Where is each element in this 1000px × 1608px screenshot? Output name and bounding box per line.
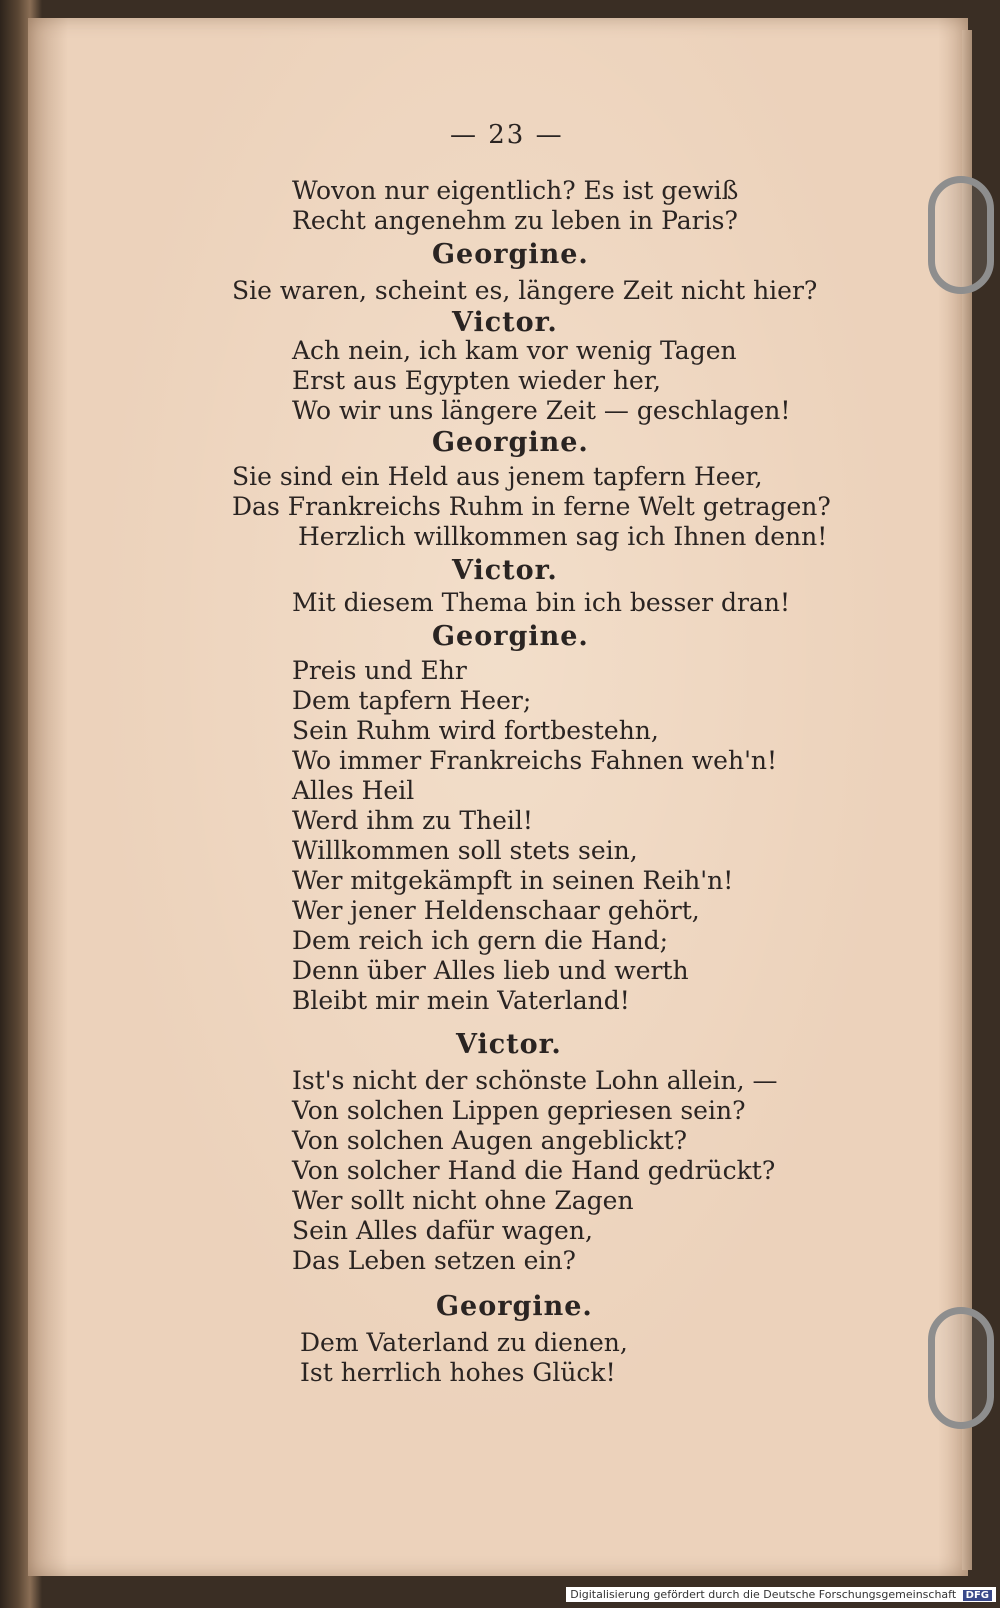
verse-line: Sie waren, scheint es, längere Zeit nicht hier?	[232, 276, 818, 305]
verse-line: Wer jener Heldenschaar gehört,	[292, 896, 700, 925]
verse-line: Von solchen Augen angeblickt?	[292, 1126, 688, 1155]
speaker-name: Georgine.	[432, 427, 589, 458]
verse-line: Von solchen Lippen gepriesen sein?	[292, 1096, 746, 1125]
verse-line: Erst aus Egypten wieder her,	[292, 366, 662, 395]
verse-line: Das Leben setzen ein?	[292, 1246, 576, 1275]
verse-line: Sein Alles dafür wagen,	[292, 1216, 593, 1245]
verse-line: Dem Vaterland zu dienen,	[300, 1328, 628, 1357]
verse-line: Willkommen soll stets sein,	[292, 836, 638, 865]
verse-line: Herzlich willkommen sag ich Ihnen denn!	[298, 522, 828, 551]
verse-line: Wovon nur eigentlich? Es ist gewiß	[292, 176, 739, 205]
dfg-logo: DFG	[963, 1590, 992, 1601]
speaker-name: Victor.	[456, 1029, 562, 1060]
verse-line: Alles Heil	[292, 776, 415, 805]
verse-line: Ist's nicht der schönste Lohn allein, —	[292, 1066, 778, 1095]
verse-line: Sein Ruhm wird fortbestehn,	[292, 716, 659, 745]
verse-line: Das Frankreichs Ruhm in ferne Welt getragen?	[232, 492, 831, 521]
verse-line: Denn über Alles lieb und werth	[292, 956, 689, 985]
verse-line: Dem tapfern Heer;	[292, 686, 532, 715]
page-number: — 23 —	[450, 120, 564, 150]
verse-line: Recht angenehm zu leben in Paris?	[292, 206, 738, 235]
verse-line: Preis und Ehr	[292, 656, 467, 685]
verse-line: Wer sollt nicht ohne Zagen	[292, 1186, 634, 1215]
speaker-name: Georgine.	[432, 621, 589, 652]
verse-line: Werd ihm zu Theil!	[292, 806, 533, 835]
speaker-name: Victor.	[452, 307, 558, 338]
verse-line: Mit diesem Thema bin ich besser dran!	[292, 588, 791, 617]
speaker-name: Georgine.	[432, 239, 589, 270]
digitization-credit	[566, 1587, 996, 1602]
verse-line: Wo wir uns längere Zeit — geschlagen!	[292, 396, 791, 425]
verse-line: Dem reich ich gern die Hand;	[292, 926, 669, 955]
verse-line: Wer mitgekämpft in seinen Reih'n!	[292, 866, 734, 895]
verse-line: Ach nein, ich kam vor wenig Tagen	[292, 336, 737, 365]
paper-clip	[928, 1307, 994, 1429]
verse-line: Von solcher Hand die Hand gedrückt?	[292, 1156, 776, 1185]
verse-line: Bleibt mir mein Vaterland!	[292, 986, 630, 1015]
paper-clip	[928, 176, 994, 294]
speaker-name: Georgine.	[436, 1291, 593, 1322]
verse-line: Wo immer Frankreichs Fahnen weh'n!	[292, 746, 778, 775]
credit-text: Digitalisierung gefördert durch die Deutsche Forschungsgemeinschaft	[570, 1588, 957, 1601]
verse-line: Sie sind ein Held aus jenem tapfern Heer,	[232, 462, 763, 491]
speaker-name: Victor.	[452, 555, 558, 586]
verse-line: Ist herrlich hohes Glück!	[300, 1358, 616, 1387]
